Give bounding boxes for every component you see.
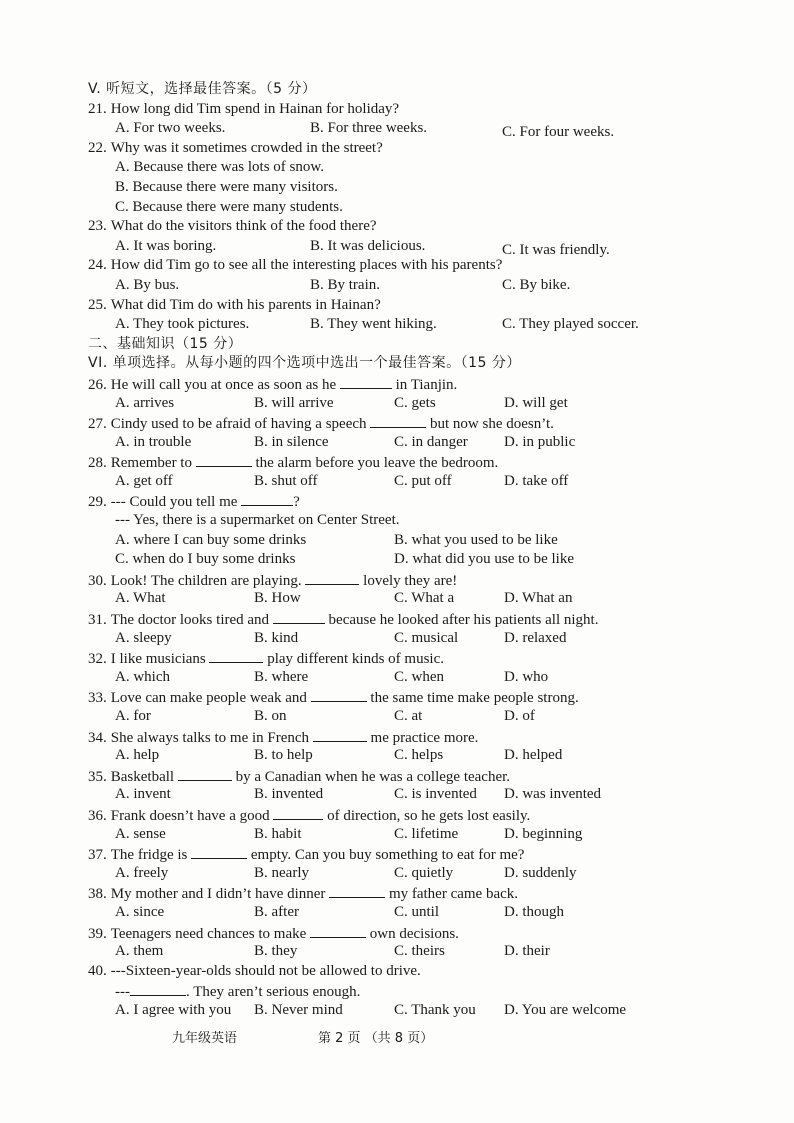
question-text-before-blank: Basketball [110, 768, 178, 785]
answer-option-c: C. at [394, 708, 423, 724]
question-text: Why was it sometimes crowded in the street? [110, 139, 383, 156]
question-text-after-blank: my father came back. [385, 886, 519, 903]
answer-option-d: D. What an [504, 590, 573, 607]
part-2-heading: 二、基础知识（15 分） [88, 335, 243, 352]
answer-option-c: C. Because there were many students. [115, 198, 343, 215]
answer-options-row [88, 903, 668, 923]
answer-option-a: A. sleepy [115, 629, 172, 646]
answer-option-c: C. is invented [394, 786, 477, 803]
answer-option-c: C. put off [394, 472, 452, 489]
question-stem [88, 687, 668, 707]
dialogue-reply [88, 981, 668, 1001]
answer-option-b: B. where [254, 668, 309, 685]
answer-option-d: D. their [504, 943, 550, 960]
answer-option-b: B. For three weeks. [310, 120, 428, 137]
answer-blank [273, 609, 325, 624]
answer-option-a: A. invent [115, 786, 171, 803]
answer-options-row [88, 668, 668, 688]
question-text-before-blank: Teenagers need chances to make [110, 925, 311, 942]
answer-blank [311, 687, 367, 702]
answer-option-line [88, 198, 668, 218]
answer-option-b: B. what you used to be like [394, 531, 558, 548]
question-stem [88, 217, 668, 237]
answer-option-a: A. For two weeks. [115, 120, 226, 137]
answer-blank [178, 766, 232, 781]
answer-option-c: C. They played soccer. [502, 316, 639, 333]
answer-options-row [88, 785, 668, 805]
footer-subject: 九年级英语 [172, 1031, 238, 1046]
question-text: How did Tim go to see all the interesting places with his parents? [110, 257, 503, 274]
answer-options-row [88, 315, 668, 335]
section-5-heading: V. 听短文，选择最佳答案。（5 分） [88, 81, 317, 97]
answer-option-a: A. which [115, 668, 170, 685]
answer-option-a: A. where I can buy some drinks [115, 531, 307, 548]
answer-options-row [88, 394, 668, 414]
answer-option-b: B. shut off [254, 472, 318, 489]
question-text-after-blank: lovely they are! [359, 572, 458, 589]
question-text-after-blank: of direction, so he gets lost easily. [323, 807, 531, 824]
answer-option-a: A. sense [115, 825, 166, 842]
question-number: 38. [88, 886, 107, 903]
question-number: 23. [88, 218, 107, 235]
question-number: 39. [88, 925, 107, 942]
question-stem [88, 256, 668, 276]
answer-blank [241, 491, 293, 506]
question-stem [88, 844, 668, 864]
question-text-after-blank: because he looked after his patients all night. [324, 612, 599, 629]
question-text-before-blank: She always talks to me in French [110, 729, 313, 746]
answer-option-b: B. after [254, 903, 299, 920]
answer-options-row [88, 746, 668, 766]
question-number: 40. [88, 962, 107, 979]
answer-option-c: C. musical [394, 629, 459, 646]
page-footer [0, 1027, 794, 1047]
answer-blank [370, 413, 426, 428]
answer-option-a: A. What [115, 590, 166, 607]
answer-options-row [88, 119, 668, 139]
answer-option-c: C. until [394, 903, 440, 920]
answer-option-b: B. on [254, 708, 287, 724]
question-number: 27. [88, 416, 107, 433]
question-text-before-blank: ---Sixteen-year-olds should not be allowed to drive. [110, 962, 421, 979]
reply-suffix: . They aren’t serious enough. [186, 984, 361, 1001]
question-stem [88, 923, 668, 943]
answer-option-d: D. beginning [504, 825, 583, 842]
answer-options-row [88, 472, 668, 492]
section-6-heading: VI. 单项选择。从每小题的四个选项中选出一个最佳答案。（15 分） [88, 355, 521, 372]
question-text: What did Tim do with his parents in Hainan? [110, 296, 381, 313]
answer-option-b: B. nearly [254, 864, 309, 881]
question-number: 25. [88, 296, 107, 313]
reply-prefix: --- [115, 984, 130, 1001]
answer-option-a: A. help [115, 747, 160, 764]
answer-blank [196, 452, 252, 467]
answer-option-a: A. arrives [115, 394, 175, 411]
question-text-before-blank: Frank doesn’t have a good [110, 807, 274, 824]
question-text-before-blank: Cindy used to be afraid of having a speech [110, 416, 371, 433]
answer-option-b: B. they [254, 943, 298, 960]
answer-options-row [88, 864, 668, 884]
answer-blank [310, 923, 366, 938]
question-stem [88, 648, 668, 668]
answer-option-b: B. They went hiking. [310, 316, 437, 333]
answer-options-row [88, 1001, 668, 1021]
answer-options-row [88, 237, 668, 257]
answer-blank [273, 805, 323, 820]
question-stem [88, 139, 668, 159]
answer-options-row [88, 531, 668, 551]
answer-option-b: B. invented [254, 786, 324, 803]
question-stem [88, 805, 668, 825]
answer-option-d: D. relaxed [504, 629, 567, 646]
answer-option-c: C. in danger [394, 433, 468, 450]
question-number: 33. [88, 690, 107, 707]
question-stem [88, 766, 668, 786]
question-number: 37. [88, 847, 107, 864]
question-text-after-blank: own decisions. [366, 925, 459, 942]
answer-option-c: C. when [394, 668, 444, 685]
answer-option-a: A. get off [115, 472, 173, 489]
answer-option-d: D. who [504, 668, 549, 685]
answer-option-line [88, 178, 668, 198]
question-text-before-blank: --- Could you tell me [110, 494, 242, 511]
answer-option-a: A. since [115, 903, 165, 920]
answer-blank [329, 883, 385, 898]
answer-option-a: A. in trouble [115, 433, 192, 450]
question-stem [88, 413, 668, 433]
exam-content [88, 80, 668, 1021]
answer-options-row [88, 942, 668, 962]
answer-option-c: C. theirs [394, 943, 445, 960]
question-stem [88, 609, 668, 629]
answer-option-b: B. kind [254, 629, 299, 646]
answer-options-row [88, 825, 668, 845]
question-number: 30. [88, 572, 107, 589]
answer-option-d: D. will get [504, 394, 568, 411]
question-number: 35. [88, 768, 107, 785]
question-number: 34. [88, 729, 107, 746]
dialogue-reply-text: --- Yes, there is a supermarket on Center Street. [115, 512, 400, 529]
answer-option-c: C. For four weeks. [502, 124, 615, 141]
answer-option-b: B. Because there were many visitors. [115, 178, 338, 195]
answer-option-a: A. By bus. [115, 276, 180, 293]
question-stem [88, 491, 668, 511]
question-text-after-blank: the same time make people strong. [366, 690, 579, 707]
answer-option-c: C. By bike. [502, 276, 571, 293]
answer-options-row [88, 589, 668, 609]
answer-option-c: C. Thank you [394, 1001, 476, 1018]
answer-options-row [88, 629, 668, 649]
answer-option-a: A. I agree with you [115, 1001, 232, 1018]
question-stem [88, 374, 668, 394]
question-text-before-blank: Look! The children are playing. [110, 572, 306, 589]
answer-option-c: C. What a [394, 590, 455, 607]
question-number: 36. [88, 807, 107, 824]
question-number: 22. [88, 139, 107, 156]
answer-option-a: A. Because there was lots of snow. [115, 159, 324, 176]
answer-option-d: D. in public [504, 433, 576, 450]
question-text-after-blank: but now she doesn’t. [426, 416, 554, 433]
question-text-after-blank: empty. Can you buy something to eat for me? [247, 847, 525, 864]
answer-option-line [88, 158, 668, 178]
answer-option-c: C. helps [394, 747, 444, 764]
answer-option-d: D. though [504, 903, 564, 920]
answer-option-c: C. quietly [394, 864, 454, 881]
answer-option-a: A. for [115, 708, 151, 724]
answer-blank [191, 844, 247, 859]
question-text-before-blank: The fridge is [110, 847, 192, 864]
answer-option-b: B. Never mind [254, 1001, 343, 1018]
question-stem [88, 883, 668, 903]
dialogue-reply [88, 511, 668, 531]
question-stem [88, 727, 668, 747]
answer-option-a: A. It was boring. [115, 237, 217, 254]
footer-page-number: 第 2 页 （共 8 页） [318, 1031, 434, 1046]
question-stem [88, 296, 668, 316]
question-text-after-blank: ? [293, 494, 300, 511]
answer-option-c: C. It was friendly. [502, 241, 610, 258]
answer-option-b: B. habit [254, 825, 302, 842]
question-number: 26. [88, 376, 107, 393]
answer-options-row [88, 433, 668, 453]
question-stem [88, 100, 668, 120]
question-text-after-blank: play different kinds of music. [263, 651, 445, 668]
question-stem [88, 570, 668, 590]
answer-option-d: D. suddenly [504, 864, 577, 881]
answer-option-d: D. take off [504, 472, 569, 489]
answer-option-b: B. will arrive [254, 394, 334, 411]
answer-options-row [88, 276, 668, 296]
answer-blank [209, 648, 263, 663]
question-number: 24. [88, 257, 107, 274]
answer-option-b: B. to help [254, 747, 313, 764]
question-text: What do the visitors think of the food there? [110, 218, 377, 235]
question-number: 28. [88, 455, 107, 472]
answer-blank [313, 727, 367, 742]
question-number: 21. [88, 100, 107, 117]
question-text-after-blank: by a Canadian when he was a college teacher. [231, 768, 511, 785]
question-text-before-blank: The doctor looks tired and [110, 612, 273, 629]
answer-option-c: C. gets [394, 394, 436, 411]
answer-option-b: B. How [254, 590, 301, 607]
question-text: How long did Tim spend in Hainan for holiday? [110, 100, 400, 117]
question-text-after-blank: the alarm before you leave the bedroom. [251, 455, 499, 472]
question-number: 29. [88, 494, 107, 511]
answer-option-d: D. You are welcome [504, 1001, 627, 1018]
question-text-before-blank: Remember to [110, 455, 196, 472]
answer-option-a: A. They took pictures. [115, 316, 250, 333]
answer-blank [340, 374, 392, 389]
answer-option-b: B. in silence [254, 433, 329, 450]
answer-option-c: C. lifetime [394, 825, 459, 842]
answer-option-d: D. of [504, 708, 535, 724]
answer-option-d: D. helped [504, 747, 563, 764]
answer-option-b: B. It was delicious. [310, 237, 426, 254]
question-stem [88, 452, 668, 472]
answer-blank [130, 981, 186, 996]
answer-option-d: D. what did you use to be like [394, 551, 574, 568]
question-text-after-blank: in Tianjin. [391, 376, 458, 393]
question-number: 31. [88, 612, 107, 629]
answer-option-d: D. was invented [504, 786, 602, 803]
answer-option-a: A. them [115, 943, 164, 960]
question-text-before-blank: I like musicians [110, 651, 210, 668]
question-text-after-blank: me practice more. [366, 729, 479, 746]
question-text-before-blank: Love can make people weak and [110, 690, 311, 707]
question-stem [88, 962, 668, 982]
answer-option-a: A. freely [115, 864, 169, 881]
question-number: 32. [88, 651, 107, 668]
answer-options-row [88, 707, 668, 727]
question-text-before-blank: He will call you at once as soon as he [110, 376, 340, 393]
dialogue-reply-text [115, 981, 360, 1003]
answer-option-b: B. By train. [310, 276, 380, 293]
question-text-before-blank: My mother and I didn’t have dinner [110, 886, 330, 903]
answer-blank [305, 570, 359, 585]
answer-options-row [88, 550, 668, 570]
answer-option-c: C. when do I buy some drinks [115, 551, 296, 568]
